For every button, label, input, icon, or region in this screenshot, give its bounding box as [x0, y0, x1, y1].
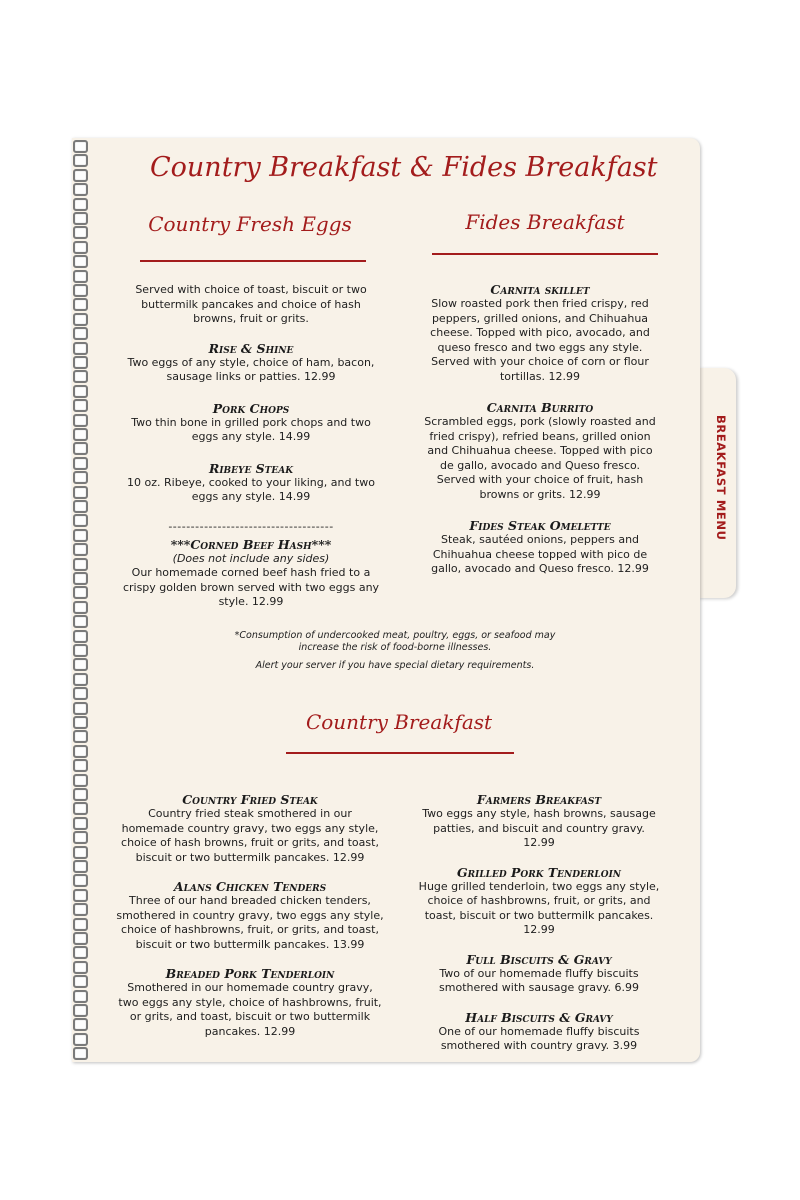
- binding-ring: [73, 961, 88, 974]
- country-breakfast-left-column: [116, 792, 384, 1053]
- menu-item-name: Breaded Pork Tenderloin: [165, 966, 335, 981]
- intro-text: [120, 283, 382, 327]
- country-breakfast-right-column: [416, 792, 662, 1068]
- menu-item: [120, 401, 382, 445]
- binding-ring: [73, 255, 88, 268]
- binding-ring: [73, 860, 88, 873]
- binding-ring: [73, 212, 88, 225]
- binding-ring: [73, 932, 88, 945]
- binding-ring: [73, 687, 88, 700]
- section-heading-fides-breakfast: Fides Breakfast: [465, 210, 625, 234]
- menu-item-desc: Slow roasted pork then fried crispy, red peppers, grilled onions, and Chihuahua cheese. Topped with pico, avocado, and queso fresco and two eggs any style. Served with your choice of corn or flour tortillas. 12.99: [430, 297, 650, 383]
- menu-item-desc: One of our homemade fluffy biscuits smothered with country gravy. 3.99: [438, 1024, 640, 1052]
- binding-ring: [73, 572, 88, 585]
- menu-item-name: Farmers Breakfast: [476, 792, 602, 807]
- menu-item-desc: Country fried steak smothered in our homemade country gravy, two eggs any style, choice of hash browns, fruit or grits, and toast, biscuit or two buttermilk pancakes. 12.99: [121, 807, 379, 864]
- menu-item-name: Pork Chops: [212, 400, 290, 416]
- binding-ring: [73, 1047, 88, 1060]
- binding-ring: [73, 198, 88, 211]
- menu-item-desc: Two eggs of any style, choice of ham, bacon, sausage links or patties. 12.99: [127, 355, 375, 383]
- binding-ring: [73, 140, 88, 153]
- intro-desc: Served with choice of toast, biscuit or two buttermilk pancakes and choice of hash browns, fruit or grits.: [135, 283, 367, 325]
- consumption-notice: *Consumption of undercooked meat, poultry, eggs, or seafood may increase the risk of food-borne illnesses.: [234, 630, 556, 653]
- spiral-binding: [73, 140, 89, 1070]
- binding-ring: [73, 514, 88, 527]
- menu-item: [416, 952, 662, 996]
- menu-item-name: Rise & Shine: [208, 340, 294, 356]
- binding-ring: [73, 558, 88, 571]
- menu-item-name: Grilled Pork Tenderloin: [456, 864, 622, 880]
- special-item-desc: Our homemade corned beef hash fried to a crispy golden brown served with two eggs any style. 12.99: [122, 566, 380, 608]
- dietary-notice: Alert your server if you have special dietary requirements.: [255, 660, 535, 671]
- menu-item-desc: 10 oz. Ribeye, cooked to your liking, and two eggs any style. 14.99: [127, 475, 375, 503]
- binding-ring: [73, 270, 88, 283]
- binding-ring: [73, 500, 88, 513]
- menu-item: [120, 341, 382, 385]
- menu-item-desc: Huge grilled tenderloin, two eggs any style, choice of hashbrowns, fruit, or grits, and toast, biscuit or two buttermilk pancakes. 12.99: [418, 879, 660, 936]
- binding-ring: [73, 486, 88, 499]
- binding-ring: [73, 543, 88, 556]
- binding-ring: [73, 874, 88, 887]
- divider-dashes: -------------------------------------: [168, 520, 334, 533]
- binding-ring: [73, 745, 88, 758]
- binding-ring: [73, 817, 88, 830]
- binding-ring: [73, 356, 88, 369]
- fides-breakfast-column: [420, 282, 660, 591]
- binding-ring: [73, 730, 88, 743]
- binding-ring: [73, 759, 88, 772]
- binding-ring: [73, 630, 88, 643]
- binding-ring: [73, 644, 88, 657]
- menu-item-desc: Three of our hand breaded chicken tenders, smothered in country gravy, two eggs any style, choice of hashbrowns, fruit, or grits, and toast, biscuit or two buttermilk pancakes. 13.99: [116, 894, 384, 951]
- menu-item: [116, 792, 384, 865]
- binding-ring: [73, 975, 88, 988]
- binding-ring: [73, 846, 88, 859]
- binding-ring: [73, 831, 88, 844]
- special-item-note: (Does not include any sides): [172, 551, 330, 565]
- binding-ring: [73, 702, 88, 715]
- binding-ring: [73, 327, 88, 340]
- menu-item-name: Half Biscuits & Gravy: [465, 1009, 613, 1025]
- binding-ring: [73, 586, 88, 599]
- special-item-name: ***Corned Beef Hash***: [170, 536, 332, 552]
- binding-ring: [73, 154, 88, 167]
- binding-ring: [73, 1004, 88, 1017]
- menu-item-name: Alans Chicken Tenders: [173, 879, 327, 894]
- section-rule: [432, 253, 658, 255]
- binding-ring: [73, 183, 88, 196]
- section-rule: [140, 260, 366, 262]
- binding-ring: [73, 428, 88, 441]
- binding-ring: [73, 529, 88, 542]
- menu-item-name: Ribeye Steak: [208, 460, 294, 476]
- binding-ring: [73, 241, 88, 254]
- binding-ring: [73, 284, 88, 297]
- binding-ring: [73, 1018, 88, 1031]
- section-heading-country-breakfast: Country Breakfast: [305, 710, 493, 734]
- corned-beef-hash-block: [118, 520, 384, 610]
- menu-item-desc: Two thin bone in grilled pork chops and two eggs any style. 14.99: [131, 415, 371, 443]
- binding-ring: [73, 471, 88, 484]
- menu-item: [116, 879, 384, 952]
- binding-ring: [73, 342, 88, 355]
- binding-ring: [73, 903, 88, 916]
- page-title: Country Breakfast & Fides Breakfast: [150, 152, 658, 183]
- binding-ring: [73, 442, 88, 455]
- binding-ring: [73, 889, 88, 902]
- binding-ring: [73, 601, 88, 614]
- menu-item: [120, 461, 382, 505]
- binding-ring: [73, 673, 88, 686]
- binding-ring: [73, 169, 88, 182]
- binding-ring: [73, 774, 88, 787]
- menu-item: [416, 865, 662, 938]
- menu-item-name: Carnita skillet: [490, 282, 590, 297]
- binding-ring: [73, 298, 88, 311]
- section-rule: [286, 752, 514, 754]
- tab-label: BREAKFAST MENU: [714, 415, 728, 541]
- menu-item-name: Fides Steak Omelette: [469, 518, 611, 533]
- menu-item-name: Carnita Burrito: [486, 400, 594, 415]
- menu-item: [420, 282, 660, 384]
- country-fresh-eggs-column: [120, 283, 382, 519]
- menu-item: [420, 400, 660, 502]
- binding-ring: [73, 788, 88, 801]
- menu-item-name: Country Fried Steak: [182, 792, 318, 807]
- binding-ring: [73, 658, 88, 671]
- binding-ring: [73, 385, 88, 398]
- binding-ring: [73, 946, 88, 959]
- binding-ring: [73, 1033, 88, 1046]
- section-heading-country-fresh-eggs: Country Fresh Eggs: [148, 212, 352, 236]
- binding-ring: [73, 990, 88, 1003]
- menu-item-desc: Two eggs any style, hash browns, sausage patties, and biscuit and country gravy. 12.99: [422, 807, 656, 849]
- binding-ring: [73, 313, 88, 326]
- binding-ring: [73, 414, 88, 427]
- binding-ring: [73, 615, 88, 628]
- menu-item-name: Full Biscuits & Gravy: [466, 951, 612, 967]
- menu-item: [416, 1010, 662, 1054]
- menu-item: [116, 966, 384, 1039]
- binding-ring: [73, 802, 88, 815]
- binding-ring: [73, 370, 88, 383]
- menu-item-desc: Scrambled eggs, pork (slowly roasted and fried crispy), refried beans, grilled onion and Chihuahua cheese. Topped with pico de gallo, avocado and Queso fresco. Served with your choice of fruit, hash browns or grits. 12.99: [424, 415, 656, 501]
- binding-ring: [73, 457, 88, 470]
- binding-ring: [73, 399, 88, 412]
- menu-item: [416, 792, 662, 851]
- binding-ring: [73, 716, 88, 729]
- binding-ring: [73, 918, 88, 931]
- binding-ring: [73, 226, 88, 239]
- menu-item-desc: Smothered in our homemade country gravy, two eggs any style, choice of hashbrowns, fruit, or grits, and toast, biscuit or two buttermilk pancakes. 12.99: [118, 981, 382, 1038]
- menu-item: [420, 518, 660, 577]
- menu-item-desc: Steak, sautéed onions, peppers and Chihuahua cheese topped with pico de gallo, avocado and Queso fresco. 12.99: [431, 533, 649, 575]
- menu-item-desc: Two of our homemade fluffy biscuits smothered with sausage gravy. 6.99: [439, 966, 639, 994]
